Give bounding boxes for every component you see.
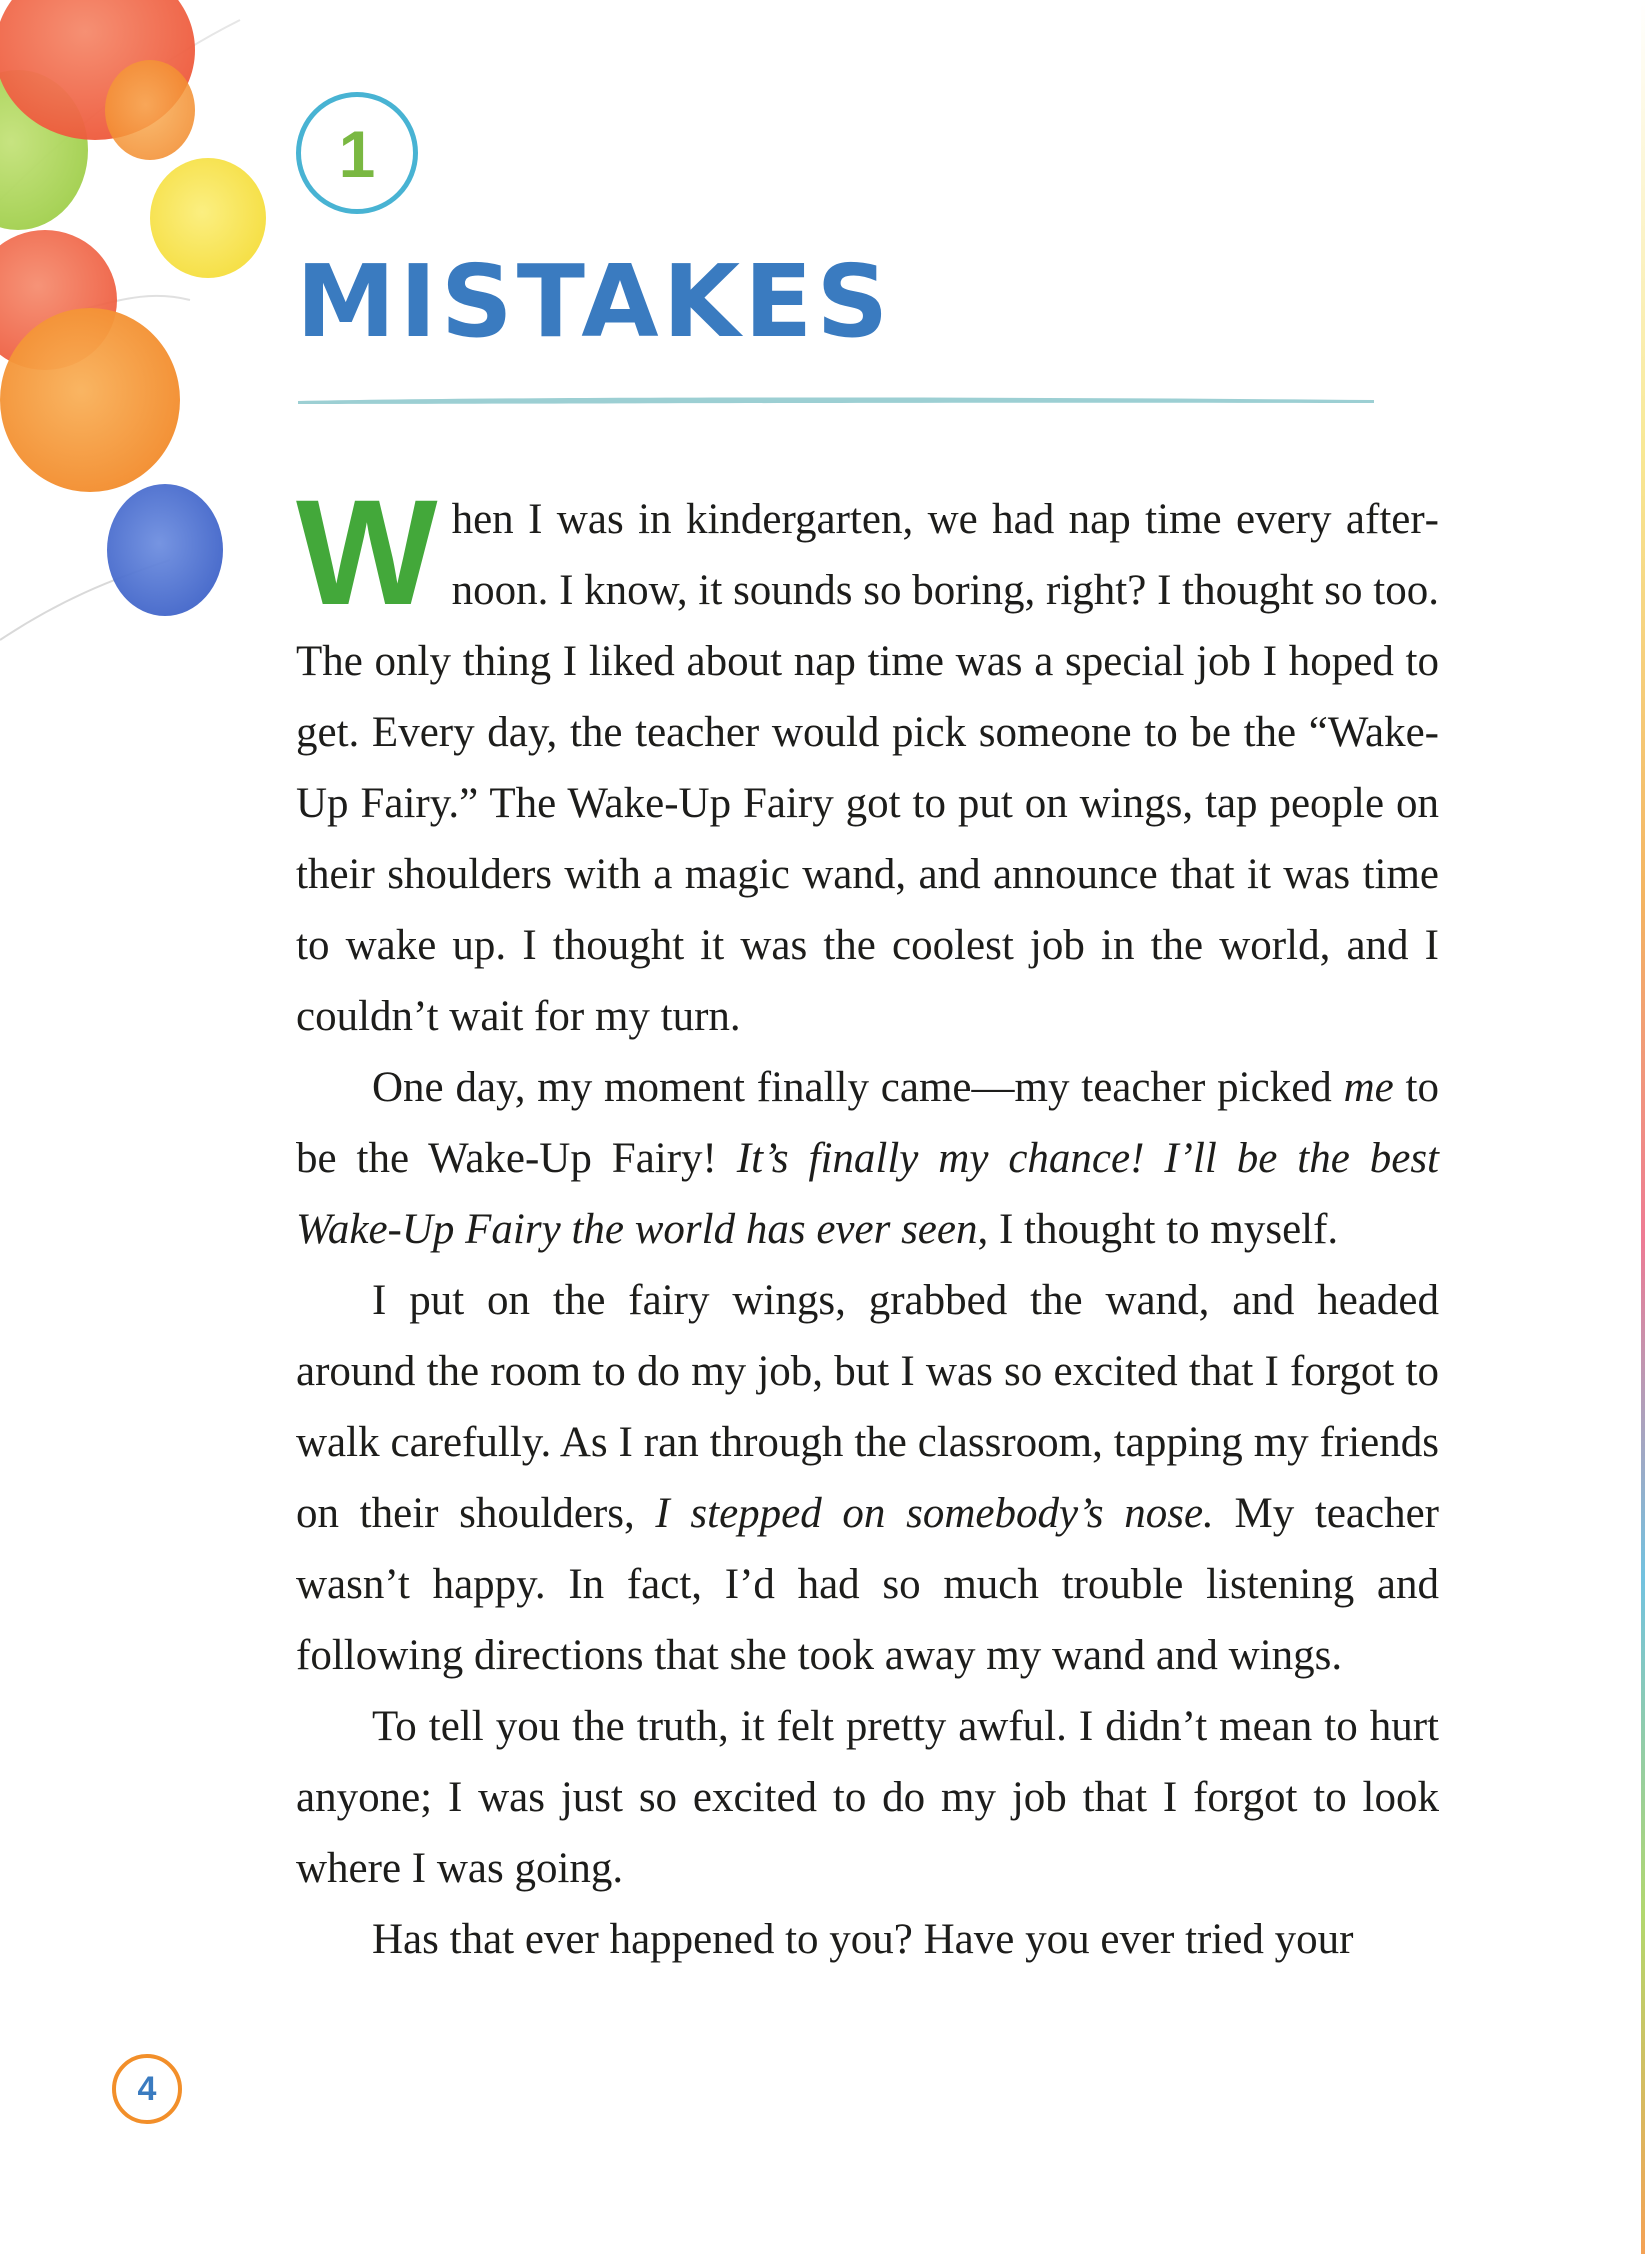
title-divider: [296, 394, 1376, 406]
paragraph-3-italic: I stepped on somebody’s nose.: [655, 1490, 1214, 1537]
page-number: 4: [137, 2070, 157, 2108]
chapter-title: MISTAKES: [296, 243, 893, 360]
paragraph-3: [296, 1265, 1439, 1691]
drop-cap: W: [296, 468, 438, 636]
page-number-badge: [112, 2054, 182, 2124]
chapter-number-badge: [296, 92, 418, 214]
paragraph-2: [296, 1052, 1439, 1265]
paragraph-1-text: hen I was in kindergarten, we had nap time every afternoon. I know, it sounds so boring, right? I thought so too. The only thing I liked about nap time was a special job I hoped to get. Every day, the teacher would pick someone to be the “Wake-Up Fairy.” The Wake-Up Fairy got to put on wings, tap people on their shoulders with a magic wand, and announce that it was time to wake up. I thought it was the coolest job in the world, and I couldn’t wait for my turn.: [296, 496, 1439, 1040]
paragraph-3-text-b: My teacher wasn’t happy. In fact, I’d had so much trouble listening and following directions that she took away my wand and wings.: [296, 1490, 1439, 1679]
edge-color-strip: [1637, 0, 1645, 2254]
paragraph-5-text: Has that ever happened to you? Have you ever tried your: [372, 1916, 1354, 1963]
chapter-number: 1: [338, 117, 376, 191]
paragraph-4: [296, 1691, 1439, 1904]
paragraph-3-text-a: I put on the fairy wings, grabbed the wand, and headed around the room to do my job, but I was so excited that I forgot to walk carefully. As I ran through the classroom, tapping my friends on their shoulders,: [296, 1277, 1439, 1537]
paragraph-2-italic-b: It’s finally my chance! I’ll be the best Wake-Up Fairy the world has ever seen: [296, 1135, 1439, 1253]
chapter-body: [296, 468, 1439, 1975]
paragraph-2-text-a: One day, my moment finally came—my teacher picked: [372, 1064, 1344, 1111]
paragraph-1: [296, 468, 1439, 1052]
paragraph-5: [296, 1904, 1439, 1975]
watercolor-decoration: [0, 0, 300, 680]
paragraph-2-text-c: , I thought to myself.: [977, 1206, 1339, 1253]
paragraph-2-text-b: to be the Wake-Up Fairy!: [296, 1064, 1439, 1182]
paragraph-2-italic-a: me: [1343, 1064, 1394, 1111]
paragraph-4-text: To tell you the truth, it felt pretty awful. I didn’t mean to hurt anyone; I was just so excited to do my job that I forgot to look where I was going.: [296, 1703, 1439, 1892]
